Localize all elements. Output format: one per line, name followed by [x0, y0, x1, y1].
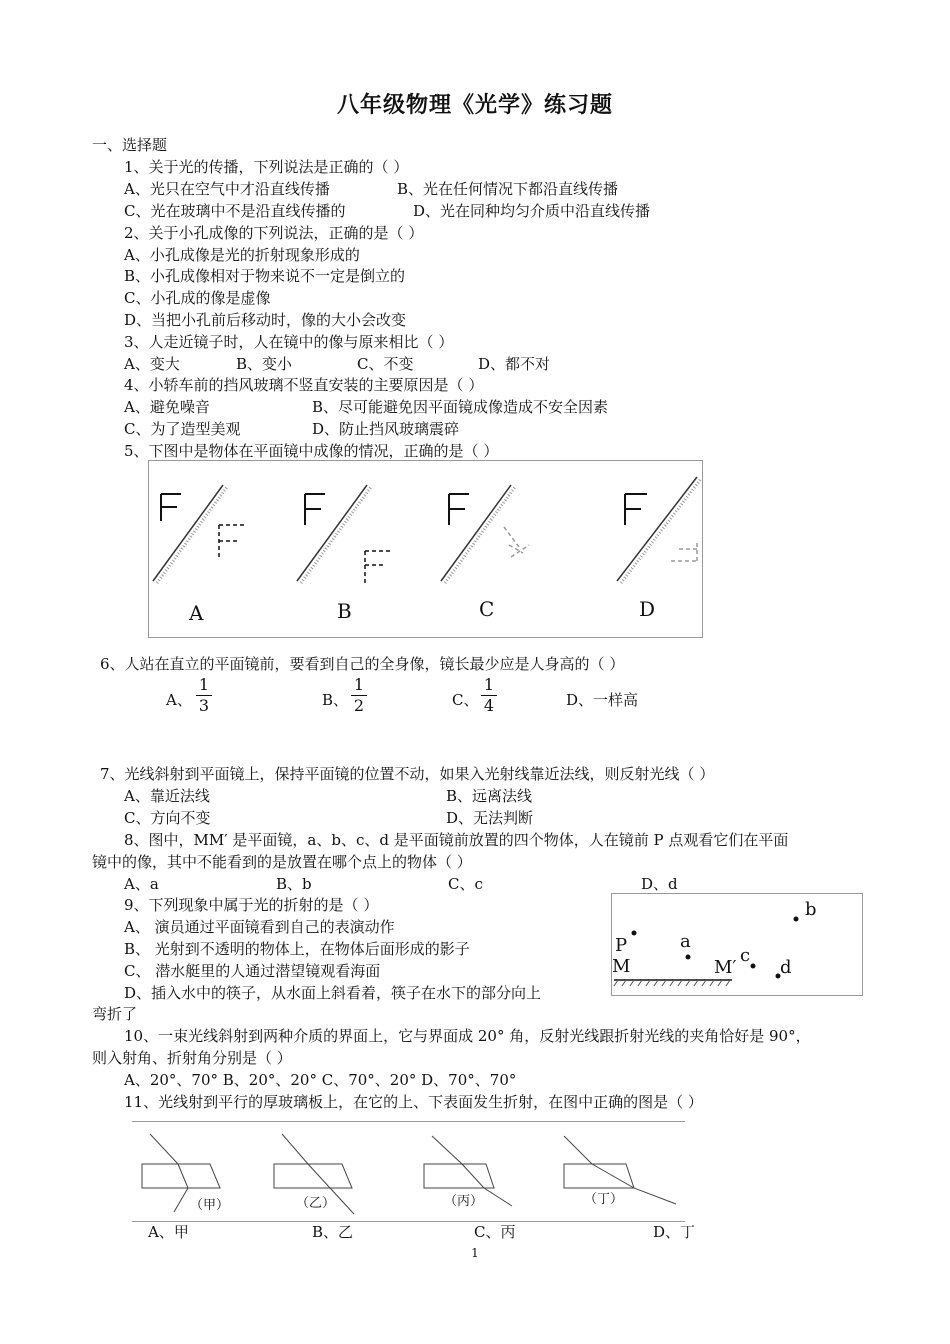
q6-option-c-prefix: C、	[452, 691, 479, 709]
fraction-numerator: 1	[483, 675, 495, 694]
q7-option-d: D、无法判断	[446, 809, 534, 827]
q7-option-b: B、远离法线	[446, 787, 533, 805]
point-d-label: d	[780, 957, 792, 978]
q7-option-c: C、方向不变	[124, 809, 211, 827]
fig-label-bing: （丙）	[444, 1194, 484, 1209]
point-p-label: P	[615, 935, 628, 956]
page-number: 1	[471, 1246, 479, 1260]
fraction-numerator: 1	[353, 675, 365, 694]
q10-stem-line1: 10、一束光线斜射到两种介质的界面上，它与界面成 20° 角，反射光线跟折射光线的夹角恰好是 90°，	[124, 1027, 811, 1045]
q6-stem: 6、人站在直立的平面镜前，要看到自己的全身像，镜长最少应是人身高的（ ）	[100, 655, 625, 673]
q9-stem: 9、下列现象中属于光的折射的是（ ）	[124, 896, 379, 914]
q9-option-d: D、插入水中的筷子，从水面上斜看着，筷子在水下的部分向上	[124, 984, 542, 1002]
fig-label-d: D	[639, 597, 656, 621]
fraction-numerator: 1	[198, 675, 210, 694]
section-heading: 一、选择题	[92, 136, 168, 154]
q11-stem: 11、光线射到平行的厚玻璃板上，在它的上、下表面发生折射，在图中正确的图是（ ）	[124, 1093, 703, 1111]
q2-stem: 2、关于小孔成像的下列说法，正确的是（ ）	[124, 224, 424, 242]
mirror-image-diagrams	[149, 461, 702, 637]
point-a-label: a	[680, 931, 691, 952]
q6-option-a-prefix: A、	[166, 691, 192, 709]
fig-label-ding: （丁）	[584, 1192, 624, 1207]
diagram-c	[441, 485, 529, 583]
q9-option-b: B、 光射到不透明的物体上，在物体后面形成的影子	[124, 940, 470, 958]
mirror-m-label: M	[612, 956, 631, 977]
point-c-label: c	[740, 945, 751, 966]
q3-option-b: B、变小	[236, 355, 293, 373]
fig-label-b: B	[337, 599, 352, 623]
q6-option-c-fraction	[481, 676, 497, 715]
fraction-denominator: 3	[198, 696, 210, 715]
q1-option-d: D、光在同种均匀介质中沿直线传播	[413, 202, 651, 220]
q7-option-a: A、靠近法线	[124, 787, 210, 805]
fig-label-jia: （甲）	[190, 1198, 230, 1213]
q7-stem: 7、光线斜射到平面镜上，保持平面镜的位置不动，如果入光射线靠近法线，则反射光线（ ）	[100, 765, 715, 783]
q8-stem-line1: 8、图中，MM′ 是平面镜，a、b、c、d 是平面镜前放置的四个物体，人在镜前 P 点观看它们在平面	[124, 831, 789, 849]
q2-option-b: B、小孔成像相对于物来说不一定是倒立的	[124, 267, 406, 285]
q11-option-d: D、丁	[653, 1223, 696, 1241]
q8-option-c: C、c	[448, 875, 483, 893]
mirror-m-prime-label: M′	[714, 957, 737, 978]
q9-option-a: A、 演员通过平面镜看到自己的表演动作	[124, 918, 395, 936]
q4-stem: 4、小轿车前的挡风玻璃不竖直安装的主要原因是（ ）	[124, 376, 484, 394]
q8-figure	[611, 893, 863, 996]
q8-stem-line2: 镜中的像，其中不能看到的是放置在哪个点上的物体（ ）	[92, 853, 472, 871]
q9-option-c: C、 潜水艇里的人通过潜望镜观看海面	[124, 962, 381, 980]
q2-option-a: A、小孔成像是光的折射现象形成的	[124, 246, 360, 264]
q6-option-b-fraction	[351, 676, 367, 715]
q8-option-a: A、a	[124, 875, 159, 893]
q8-option-b: B、b	[276, 875, 312, 893]
q1-stem: 1、关于光的传播，下列说法是正确的（ ）	[124, 158, 409, 176]
q3-option-c: C、不变	[357, 355, 414, 373]
page-title: 八年级物理《光学》练习题	[336, 93, 613, 118]
fig-label-a: A	[189, 601, 204, 625]
q11-option-b: B、乙	[312, 1223, 354, 1241]
q5-stem: 5、下图中是物体在平面镜中成像的情况，正确的是（ ）	[124, 442, 499, 460]
q1-option-b: B、光在任何情况下都沿直线传播	[397, 180, 619, 198]
fraction-denominator: 4	[483, 696, 495, 715]
fig-label-c: C	[479, 597, 495, 621]
q8-option-d: D、d	[641, 875, 678, 893]
q2-option-c: C、小孔成的像是虚像	[124, 289, 271, 307]
q3-option-d: D、都不对	[478, 355, 551, 373]
q10-stem-line2: 则入射角、折射角分别是（ ）	[92, 1049, 292, 1067]
q3-stem: 3、人走近镜子时，人在镜中的像与原来相比（ ）	[124, 333, 454, 351]
q9-option-d-continued: 弯折了	[92, 1005, 138, 1023]
q1-option-a: A、光只在空气中才沿直线传播	[124, 180, 330, 198]
q4-option-a: A、避免噪音	[124, 398, 210, 416]
q4-option-c: C、为了造型美观	[124, 420, 241, 438]
q4-option-d: D、防止挡风玻璃震碎	[312, 420, 460, 438]
q6-option-d: D、一样高	[566, 691, 639, 709]
q1-option-c: C、光在玻璃中不是沿直线传播的	[124, 202, 346, 220]
q4-option-b: B、尽可能避免因平面镜成像造成不安全因素	[312, 398, 609, 416]
q5-figure	[148, 460, 703, 638]
q11-option-c: C、丙	[474, 1223, 516, 1241]
fig-label-yi: （乙）	[296, 1196, 336, 1211]
mirror-points-diagram	[612, 894, 862, 995]
diagram-b	[297, 485, 391, 583]
q6-option-a-fraction	[196, 676, 212, 715]
q11-option-a: A、甲	[148, 1223, 189, 1241]
q10-options: A、20°、70° B、20°、20° C、70°、20° D、70°、70°	[124, 1071, 517, 1089]
point-b-label: b	[805, 899, 817, 920]
diagram-d	[617, 477, 701, 583]
q11-figure	[132, 1121, 685, 1222]
q3-option-a: A、变大	[124, 355, 180, 373]
q2-option-d: D、当把小孔前后移动时，像的大小会改变	[124, 311, 407, 329]
diagram-a	[153, 485, 245, 583]
q6-option-b-prefix: B、	[322, 691, 349, 709]
fraction-denominator: 2	[353, 696, 365, 715]
